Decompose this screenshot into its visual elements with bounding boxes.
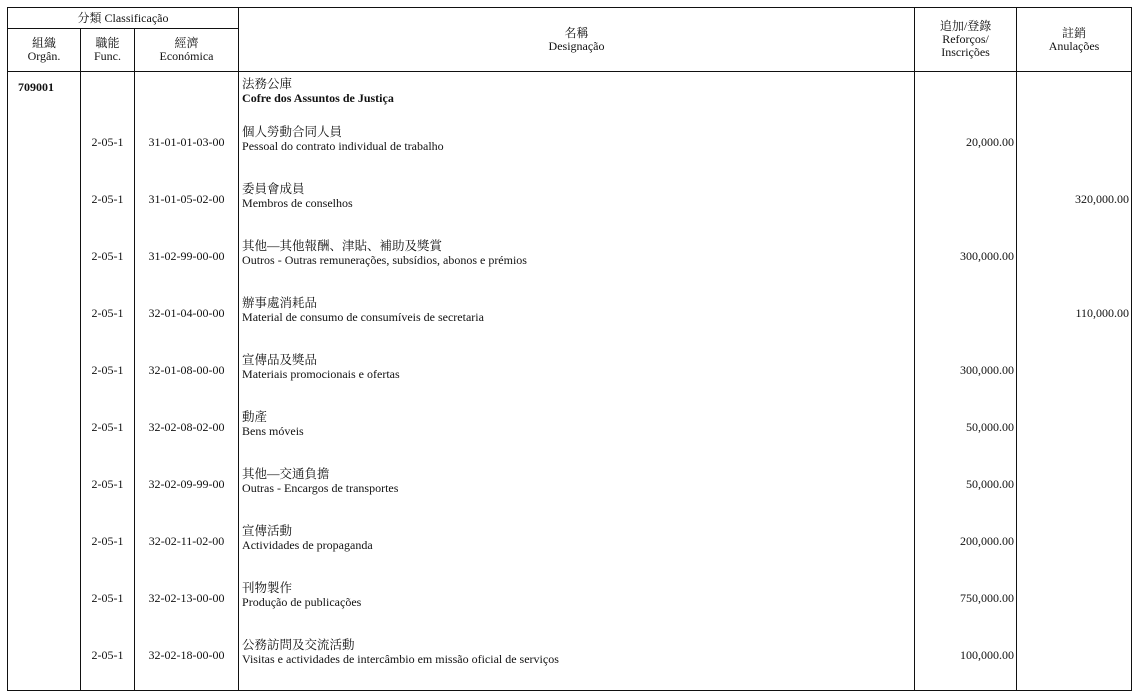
reforco-amount: 50,000.00 [915, 405, 1017, 462]
anulacao-amount [1017, 462, 1132, 519]
designation-zh: 公務訪問及交流活動 [242, 638, 355, 652]
table-row [8, 177, 1132, 234]
reforco-amount: 20,000.00 [915, 120, 1017, 177]
economic-code: 31-01-01-03-00 [135, 120, 239, 177]
designation-header-zh: 名稱 [564, 25, 589, 40]
anulacao-amount [1017, 234, 1132, 291]
anulacao-amount [1017, 120, 1132, 177]
economic-code: 31-01-05-02-00 [135, 177, 239, 234]
designation-pt: Material de consumo de consumíveis de secretaria [242, 310, 484, 324]
designation-zh: 其他—其他報酬、津貼、補助及獎賞 [242, 239, 443, 253]
table-row [8, 633, 1132, 691]
anulacoes-header [1017, 8, 1132, 72]
func-code: 2-05-1 [81, 291, 135, 348]
economic-code: 32-01-04-00-00 [135, 291, 239, 348]
designation-zh: 刊物製作 [242, 581, 293, 595]
designation-cell [239, 462, 915, 519]
table-row [8, 576, 1132, 633]
reforco-amount [915, 291, 1017, 348]
table-row [8, 462, 1132, 519]
designation-pt: Materiais promocionais e ofertas [242, 367, 400, 381]
anulacao-amount [1017, 348, 1132, 405]
economica-header-pt: Económica [159, 49, 214, 63]
reforco-amount: 300,000.00 [915, 234, 1017, 291]
designation-header-pt: Designação [548, 38, 605, 53]
designation-cell [239, 633, 915, 691]
economic-code: 32-02-09-99-00 [135, 462, 239, 519]
reforcos-header-pt1: Reforços/ [942, 32, 989, 46]
entity-row [8, 72, 1132, 121]
designation-header [239, 8, 915, 72]
entity-reforco-cell [915, 72, 1017, 121]
table-row [8, 120, 1132, 177]
designation-pt: Outras - Encargos de transportes [242, 481, 399, 495]
table-row [8, 519, 1132, 576]
economica-header [135, 29, 239, 72]
reforco-amount: 100,000.00 [915, 633, 1017, 691]
organ-cell [8, 519, 81, 576]
entity-name-zh: 法務公庫 [242, 77, 293, 91]
anulacao-amount [1017, 633, 1132, 691]
designation-pt: Pessoal do contrato individual de trabalho [242, 139, 444, 153]
anulacao-amount: 110,000.00 [1017, 291, 1132, 348]
designation-zh: 宣傳品及獎品 [242, 353, 318, 367]
func-header-zh: 職能 [95, 36, 120, 50]
budget-table [7, 7, 1132, 691]
organ-cell [8, 291, 81, 348]
organ-cell [8, 348, 81, 405]
func-header-pt: Func. [94, 49, 121, 63]
organ-header [8, 29, 81, 72]
reforco-amount: 750,000.00 [915, 576, 1017, 633]
entity-func-cell [81, 72, 135, 121]
designation-zh: 委員會成員 [242, 182, 305, 196]
func-header [81, 29, 135, 72]
designation-cell [239, 519, 915, 576]
header-row-top [8, 8, 1132, 29]
designation-cell [239, 177, 915, 234]
entity-organ: 709001 [8, 72, 81, 121]
designation-zh: 動產 [242, 410, 268, 424]
anulacoes-header-zh: 註銷 [1062, 25, 1087, 40]
reforcos-header-zh: 追加/登錄 [939, 19, 992, 33]
func-code: 2-05-1 [81, 177, 135, 234]
designation-pt: Bens móveis [242, 424, 304, 438]
economic-code: 32-02-08-02-00 [135, 405, 239, 462]
reforcos-header [915, 8, 1017, 72]
table-row [8, 405, 1132, 462]
reforco-amount [915, 177, 1017, 234]
reforco-amount: 200,000.00 [915, 519, 1017, 576]
func-code: 2-05-1 [81, 633, 135, 691]
anulacao-amount: 320,000.00 [1017, 177, 1132, 234]
anulacao-amount [1017, 519, 1132, 576]
func-code: 2-05-1 [81, 120, 135, 177]
organ-cell [8, 234, 81, 291]
organ-cell [8, 120, 81, 177]
designation-pt: Produção de publicações [242, 595, 362, 609]
designation-pt: Membros de conselhos [242, 196, 353, 210]
designation-pt: Actividades de propaganda [242, 538, 373, 552]
designation-zh: 辦事處消耗品 [242, 296, 318, 310]
reforco-amount: 50,000.00 [915, 462, 1017, 519]
designation-cell [239, 234, 915, 291]
organ-header-zh: 組織 [31, 36, 56, 50]
entity-designation [239, 72, 915, 121]
anulacoes-header-pt: Anulações [1048, 38, 1100, 53]
anulacao-amount [1017, 576, 1132, 633]
designation-cell [239, 120, 915, 177]
func-code: 2-05-1 [81, 462, 135, 519]
economic-code: 32-02-11-02-00 [135, 519, 239, 576]
designation-cell [239, 348, 915, 405]
economic-code: 31-02-99-00-00 [135, 234, 239, 291]
func-code: 2-05-1 [81, 348, 135, 405]
economic-code: 32-02-18-00-00 [135, 633, 239, 691]
reforcos-header-pt2: Inscrições [941, 45, 990, 59]
reforco-amount: 300,000.00 [915, 348, 1017, 405]
economic-code: 32-01-08-00-00 [135, 348, 239, 405]
table-row [8, 291, 1132, 348]
classification-header: 分類 Classificação [8, 8, 239, 29]
designation-pt: Visitas e actividades de intercâmbio em missão oficial de serviços [242, 652, 559, 666]
economica-header-zh: 經濟 [174, 36, 199, 50]
organ-header-pt: Orgân. [27, 49, 61, 63]
designation-zh: 個人勞動合同人員 [242, 125, 343, 139]
designation-zh: 宣傳活動 [242, 524, 293, 538]
designation-pt: Outros - Outras remunerações, subsídios, abonos e prémios [242, 253, 527, 267]
organ-cell [8, 405, 81, 462]
func-code: 2-05-1 [81, 519, 135, 576]
organ-cell [8, 633, 81, 691]
designation-cell [239, 291, 915, 348]
anulacao-amount [1017, 405, 1132, 462]
func-code: 2-05-1 [81, 405, 135, 462]
designation-cell [239, 576, 915, 633]
func-code: 2-05-1 [81, 576, 135, 633]
func-code: 2-05-1 [81, 234, 135, 291]
table-row [8, 348, 1132, 405]
organ-cell [8, 576, 81, 633]
table-row [8, 234, 1132, 291]
organ-cell [8, 177, 81, 234]
entity-anulacao-cell [1017, 72, 1132, 121]
entity-name-pt: Cofre dos Assuntos de Justiça [242, 91, 394, 105]
economic-code: 32-02-13-00-00 [135, 576, 239, 633]
organ-cell [8, 462, 81, 519]
entity-eco-cell [135, 72, 239, 121]
designation-zh: 其他—交通負擔 [242, 467, 330, 481]
designation-cell [239, 405, 915, 462]
